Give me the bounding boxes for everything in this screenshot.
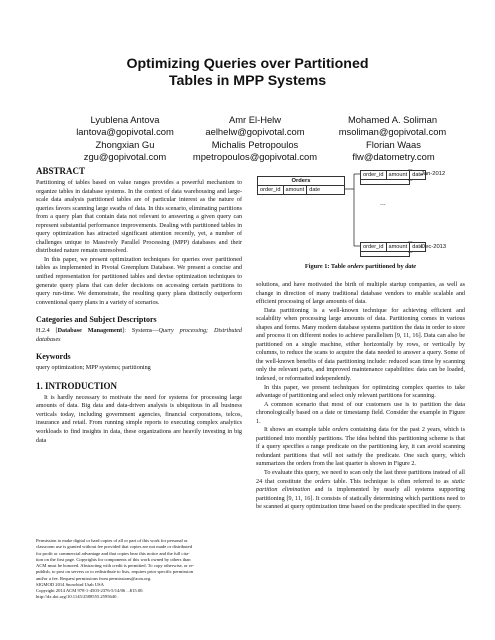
author-1 <box>60 114 190 137</box>
figure-1 <box>254 166 465 278</box>
caption-table-name: orders <box>347 263 364 270</box>
footnote-line: ACM must be honored. Abstracting with credit is permitted. To copy otherwise, or re- <box>36 563 195 568</box>
category-name: Database Management <box>57 328 123 335</box>
author-email: flw@datometry.com <box>352 150 435 162</box>
parent-table <box>257 176 345 195</box>
text-run-italic: static partition elimination <box>256 478 465 494</box>
abstract-heading: ABSTRACT <box>36 166 86 176</box>
caption-mid: partitioned by <box>363 263 406 270</box>
author-3 <box>320 114 465 137</box>
abstract-paragraph-1: Partitioning of tables based on value ranges provides a powerful mechanism to organize tables in database systems. In the context of data warehousing and large-scale data analysis partitioned tables are of particular interest as the nature of queries favors scanning large swaths of data. In this scenario, eliminating partitions from a query plan that contain data not relevant to answering a given query can represent substantial performance improvements. Dealing with partitioned tables in query optimization has attracted significant attention recently, yet, a number of challenges unique to Massively Parallel Processing (MPP) databases and their distributed nature remain unresolved. <box>36 180 242 255</box>
body-paragraph-3: In this paper, we present techniques for optimizing complex queries to take advantage of partitioning and select only relevant partitions for scanning. <box>256 384 465 400</box>
text-run: containing data for the past 2 years, which is partitioned into monthly partitions. The idea behind this partitioning scheme is that if a query specifies a range predicate on the partitioning key, it can avoid scanning redundant partitions that will not satisfy the predicate. One such query, which summarizes the orders from the last quarter is shown in Figure 2. <box>256 427 466 468</box>
body-paragraph-6 <box>256 469 465 512</box>
footnote-line: publish, to post on servers or to redistribute to lists, requires prior specific permission <box>36 569 194 575</box>
body-paragraph-1: solutions, and have motivated the birth of multiple startup companies, as well as change in direction of many traditional database vendors to enable scalable and efficient processing of large amounts of data. <box>256 282 465 306</box>
author-email: msoliman@gopivotal.com <box>338 125 447 137</box>
left-column <box>36 166 242 445</box>
footnote-line: for profit or commercial advantage and that copies bear this notice and the full cita- <box>36 550 190 556</box>
footnote-line: Permission to make digital or hard copies of all or part of this work for personal or <box>36 538 188 543</box>
column-header: amount <box>387 243 411 251</box>
categories-heading: Categories and Subject Descriptors <box>36 315 157 325</box>
author-name: Mohamed A. Soliman <box>347 114 438 125</box>
author-name: Amr El-Helw <box>228 114 282 125</box>
author-name: Zhongxian Gu <box>95 139 155 150</box>
paper-title: Optimizing Queries over Partitioned Tables in MPP Systems <box>126 56 369 89</box>
copyright-footnote <box>36 538 242 601</box>
body-paragraph-5 <box>256 426 465 469</box>
author-4 <box>60 139 190 162</box>
author-5 <box>188 139 322 162</box>
author-email: mpetropoulos@gopivotal.com <box>192 150 318 162</box>
intro-heading: 1. INTRODUCTION <box>36 380 118 391</box>
label-dec-2013: Dec-2013 <box>421 244 447 250</box>
partition-bottom-body <box>360 251 410 257</box>
right-column <box>256 281 465 512</box>
parent-table-columns <box>257 185 345 195</box>
caption-column-name: date <box>405 263 417 270</box>
text-run-italic: orders <box>314 478 331 485</box>
footnote-line: SIGMOD 2014 Snowbird Utah USA <box>36 581 104 587</box>
text-run: and is implemented by nearly all systems supporting partitioning [9, 11, 16]. It consists of statically determining which partitions need to be scanned at query optimization time based on the predicate specified in the query. <box>256 487 465 511</box>
intro-paragraph-1: It is hardly necessary to motivate the need for systems for processing large amounts of data. Big data and data-driven analysis is ubiquitous in all business verticals today, including government agencies, financial corporations, telcos, insurance and retail. From running simple reports to executing complex analytics workloads to find insights in data, these organizations are heavily investing in big data <box>36 394 242 444</box>
author-name: Michalis Petropoulos <box>211 139 299 150</box>
footnote-line: and/or a fee. Request permissions from permissions@acm.org. <box>36 575 152 581</box>
category-sep: ]: Systems— <box>122 328 159 335</box>
footnote-line: classroom use is granted without fee provided that copies are not made or distributed <box>36 544 193 550</box>
column-header: amount <box>387 171 411 179</box>
author-name: Florian Waas <box>366 139 421 150</box>
column-header: order_id <box>361 171 387 179</box>
column-header: order_id <box>361 243 387 251</box>
partition-ellipsis: ... <box>380 200 386 207</box>
text-run: table. This technique is often referred to as <box>330 478 452 485</box>
parent-table-label: Orders <box>257 176 345 185</box>
categories-text <box>36 327 242 344</box>
author-6 <box>322 139 465 162</box>
column-header: date <box>309 187 321 193</box>
author-email: zgu@gopivotal.com <box>83 150 167 162</box>
author-name: Lyublena Antova <box>90 114 160 125</box>
column-header: order_id <box>258 186 284 194</box>
footnote-line: Copyright 2014 ACM 978-1-4503-2376-5/14/06 ...$15.00. <box>36 588 144 593</box>
category-code: H.2.4 [ <box>36 328 58 335</box>
footnote-line: tion on the first page. Copyrights for components of this work owned by others than <box>36 556 191 562</box>
author-email: aelhelw@gopivotal.com <box>205 125 305 137</box>
column-header: amount <box>284 186 308 194</box>
column-header: date <box>412 172 424 178</box>
keywords-heading: Keywords <box>36 352 71 362</box>
text-run-italic: orders <box>332 427 349 434</box>
figure-1-caption <box>256 263 465 270</box>
partition-top-body <box>360 179 410 185</box>
text-run: To evaluate this query, we need to scan only the last three partitions instead of all 24 that constitute the <box>256 470 465 485</box>
abstract-paragraph-2: In this paper, we present optimization techniques for queries over partitioned tables as implemented in Pivotal Greenplum Database. We present a concise and unified representation for partitioned tables and devise optimization techniques to generate query plans that can defer decisions on accessing certain partitions to query run-time. We demonstrate, the resulting query plans distinctly outperform conventional query plans in a variety of scenarios. <box>36 256 242 306</box>
category-subjects: Query processing; Distributed databases <box>36 328 242 343</box>
body-paragraph-4: A common scenario that most of our customers use is to partition the data chronologically based on a date or timestamp field. Consider the example in Figure 1. <box>256 401 465 425</box>
label-jan-2012: Jan-2012 <box>421 171 446 177</box>
author-2 <box>190 114 320 137</box>
column-header: date <box>412 244 424 250</box>
caption-prefix: Figure 1: Table <box>304 263 348 270</box>
keywords-text: query optimization; MPP systems; partitioning <box>36 365 151 372</box>
text-run: It shows an example table <box>264 427 333 434</box>
body-paragraph-2: Data partitioning is a well-known technique for achieving efficient and scalability when processing large amounts of data. Partitioning comes in various shapes and forms. Many modern database systems partition the data in order to store and process it on different nodes to achieve parallelism [9, 11, 16]. Data can also be partitioned on a single machine, either horizontally by rows, or vertically by columns, to reduce the scans to acquire the data needed to answer a query. Some of the well-known benefits of data partitioning include: reduced scan time by scanning only the relevant parts, and improved maintenance capabilities: data can be loaded, indexed, or reformatted independently. <box>256 307 465 383</box>
author-email: lantova@gopivotal.com <box>76 125 174 137</box>
footnote-line: http://dx.doi.org/10.1145/2588555.2595640 . <box>36 594 119 600</box>
